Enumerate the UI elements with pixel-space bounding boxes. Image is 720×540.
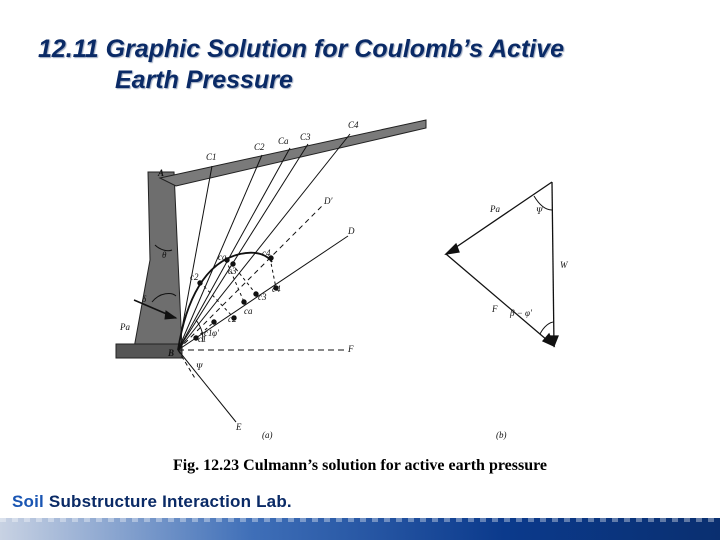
- label-Pa: Pa: [120, 322, 130, 332]
- footer-bar: [0, 518, 720, 540]
- label-B: B: [168, 348, 175, 358]
- footer-lab-name: [12, 492, 292, 512]
- label-psi: Ψ: [196, 362, 203, 372]
- label-c1: c1: [198, 334, 207, 344]
- label-F-b: F: [492, 304, 498, 314]
- panel-b-labels: [489, 204, 569, 440]
- panel-a-diagram: [116, 120, 426, 422]
- figure-caption: Fig. 12.23 Culmann’s solution for active earth pressure: [172, 457, 548, 474]
- label-theta: θ: [162, 250, 167, 260]
- label-C4: C4: [348, 120, 359, 130]
- label-ca: ca: [218, 252, 227, 262]
- point-cab: [242, 300, 246, 304]
- ray-B-C4: [178, 134, 350, 350]
- label-cab: ca: [244, 306, 253, 316]
- label-F: F: [348, 344, 354, 354]
- label-Dprime: D′: [324, 196, 333, 206]
- pa-vector-b: [446, 182, 552, 254]
- label-panel-b: (b): [496, 430, 507, 440]
- title-line-1: 12.11 Graphic Solution for Coulomb’s Active: [38, 35, 565, 63]
- label-psi-b: Ψ: [536, 206, 543, 216]
- label-c4b: c4: [272, 284, 281, 294]
- label-Pa-b: Pa: [490, 204, 500, 214]
- label-A: A: [158, 168, 165, 178]
- label-C1: C1: [206, 152, 217, 162]
- pa-arrowhead-b: [446, 244, 459, 254]
- label-c1b: c1: [204, 328, 213, 338]
- line-B-E: [178, 350, 236, 422]
- retaining-wall: [134, 172, 182, 348]
- label-c3: c3: [228, 266, 237, 276]
- beta-arc-b: [540, 322, 554, 334]
- label-D: D: [348, 226, 355, 236]
- ground-surface: [160, 120, 426, 186]
- label-Ca: Ca: [278, 136, 289, 146]
- title-line-2: Earth Pressure: [115, 66, 293, 94]
- footer-word-soil: Soil: [12, 492, 44, 511]
- label-delta: δ: [142, 294, 147, 304]
- point-c1b: [212, 320, 216, 324]
- line-B-Dprime: [178, 206, 322, 350]
- label-W: W: [560, 260, 568, 270]
- label-c4: c4: [262, 248, 271, 258]
- label-C3: C3: [300, 132, 311, 142]
- weight-vector: [552, 182, 554, 346]
- footer-word-substructure: Substructure: [48, 492, 158, 511]
- label-panel-a: (a): [262, 430, 273, 440]
- footer-word-interaction: Interaction Lab.: [162, 492, 292, 511]
- label-c3b: c3: [258, 292, 267, 302]
- label-phi: φ′: [212, 328, 219, 338]
- label-c2b: c2: [228, 314, 237, 324]
- label-beta-phi: β − φ′: [510, 308, 533, 318]
- label-c2: c2: [190, 272, 199, 282]
- f-vector: [446, 254, 554, 346]
- label-E: E: [236, 422, 242, 432]
- label-C2: C2: [254, 142, 265, 152]
